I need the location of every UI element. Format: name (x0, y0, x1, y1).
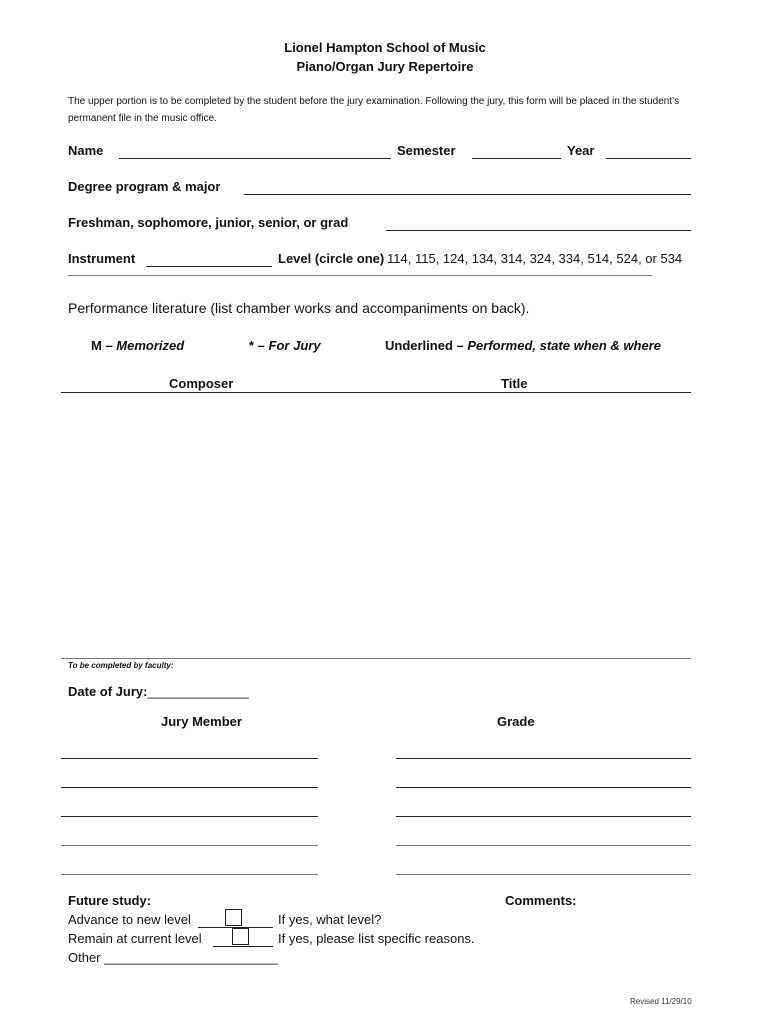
grade-line[interactable] (396, 874, 691, 875)
jury-member-line[interactable] (61, 787, 318, 788)
remain-label: Remain at current level (68, 931, 202, 946)
other-row (68, 950, 278, 965)
faculty-note: To be completed by faculty: (68, 661, 174, 670)
degree-field[interactable] (244, 194, 691, 195)
legend-underlined (385, 338, 661, 353)
year-field[interactable] (606, 158, 691, 159)
other-label: Other (68, 950, 101, 965)
legend-memorized-key: M – (91, 338, 113, 353)
grade-line[interactable] (396, 816, 691, 817)
class-standing-field[interactable] (386, 230, 691, 231)
repertoire-entry-area[interactable] (61, 395, 691, 657)
instrument-field[interactable] (146, 266, 272, 267)
literature-heading: Performance literature (list chamber works and accompaniments on back). (68, 300, 530, 316)
name-field[interactable] (119, 158, 391, 159)
advance-followup: If yes, what level? (278, 912, 382, 927)
faculty-divider (61, 658, 691, 659)
column-title: Title (501, 376, 528, 391)
grade-header: Grade (497, 714, 535, 729)
jury-member-header: Jury Member (161, 714, 242, 729)
name-label: Name (68, 143, 104, 158)
intro-text: The upper portion is to be completed by the student before the jury examination. Following the jury, this form will be placed in the student’s permanent file in the music office. (68, 96, 680, 124)
jury-member-line[interactable] (61, 845, 318, 846)
level-label: Level (circle one) (278, 251, 385, 266)
legend-for-jury-key: * – (249, 338, 265, 353)
semester-label: Semester (397, 143, 456, 158)
remain-line (213, 946, 273, 947)
year-label: Year (567, 143, 595, 158)
column-composer: Composer (169, 376, 234, 391)
jury-member-line[interactable] (61, 758, 318, 759)
form-title: Piano/Organ Jury Repertoire (296, 59, 474, 74)
remain-checkbox[interactable] (232, 928, 249, 945)
advance-checkbox[interactable] (225, 909, 242, 926)
legend-memorized-text: Memorized (116, 338, 185, 353)
grade-line[interactable] (396, 787, 691, 788)
remain-followup: If yes, please list specific reasons. (278, 931, 475, 946)
grade-line[interactable] (396, 845, 691, 846)
legend-memorized (91, 338, 184, 353)
semester-field[interactable] (472, 158, 561, 159)
legend-underlined-text: Performed, state when & where (467, 338, 661, 353)
jury-date-label: Date of Jury: (68, 684, 148, 699)
legend-for-jury-text: For Jury (268, 338, 321, 353)
jury-date (68, 684, 249, 699)
comments-label: Comments: (505, 893, 577, 908)
repertoire-header-rule (61, 392, 691, 393)
level-options[interactable]: 114, 115, 124, 134, 314, 324, 334, 514, 524, or 534 (387, 251, 683, 266)
advance-label: Advance to new level (68, 912, 191, 927)
instrument-label: Instrument (68, 251, 136, 266)
revised-date: Revised 11/29/10 (630, 997, 692, 1006)
legend-for-jury (249, 338, 321, 353)
jury-member-line[interactable] (61, 816, 318, 817)
school-name: Lionel Hampton School of Music (284, 40, 486, 55)
legend-underlined-key: Underlined – (385, 338, 464, 353)
jury-member-line[interactable] (61, 874, 318, 875)
grade-line[interactable] (396, 758, 691, 759)
jury-date-field[interactable]: ______________ (147, 684, 249, 699)
class-standing-label: Freshman, sophomore, junior, senior, or grad (68, 215, 349, 230)
degree-label: Degree program & major (68, 179, 221, 194)
other-field[interactable]: ________________________ (104, 950, 278, 965)
future-study-heading: Future study: (68, 893, 152, 908)
section-divider (68, 275, 652, 276)
